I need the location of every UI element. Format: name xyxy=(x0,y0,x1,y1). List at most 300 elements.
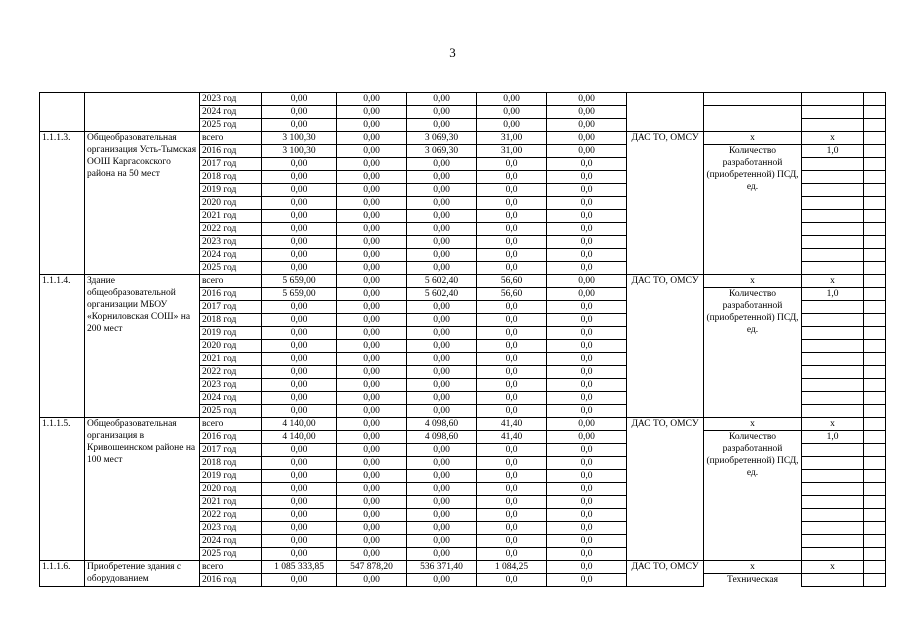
amount-cell: 0,0 xyxy=(477,457,547,470)
amount-cell: 0,00 xyxy=(262,93,337,106)
table-row xyxy=(40,275,886,288)
amount-cell: 0,00 xyxy=(262,340,337,353)
indicator-extra xyxy=(864,223,886,236)
amount-cell: 0,00 xyxy=(262,106,337,119)
executor-cell xyxy=(627,93,704,132)
amount-cell: 0,00 xyxy=(262,249,337,262)
amount-cell: 0,00 xyxy=(337,353,407,366)
amount-cell: 0,0 xyxy=(547,444,627,457)
amount-cell: 0,0 xyxy=(547,353,627,366)
amount-cell: 0,00 xyxy=(407,405,477,418)
amount-cell: 0,00 xyxy=(407,522,477,535)
indicator-extra xyxy=(864,431,886,444)
amount-cell: 5 659,00 xyxy=(262,288,337,301)
amount-cell: 0,00 xyxy=(407,301,477,314)
amount-cell: 0,0 xyxy=(547,223,627,236)
amount-cell: 0,00 xyxy=(407,210,477,223)
amount-cell: 0,00 xyxy=(547,132,627,145)
amount-cell: 56,60 xyxy=(477,275,547,288)
amount-cell: 0,0 xyxy=(477,158,547,171)
amount-cell: 0,0 xyxy=(477,535,547,548)
indicator-value: 1,0 xyxy=(802,288,864,301)
indicator-extra xyxy=(864,249,886,262)
amount-cell: 0,0 xyxy=(477,379,547,392)
amount-cell: 31,00 xyxy=(477,145,547,158)
indicator-extra xyxy=(864,392,886,405)
year-cell: всего xyxy=(200,275,262,288)
year-cell: 2018 год xyxy=(200,457,262,470)
amount-cell: 0,0 xyxy=(547,561,627,574)
amount-cell: 0,0 xyxy=(477,236,547,249)
amount-cell: 0,00 xyxy=(477,93,547,106)
amount-cell: 0,00 xyxy=(547,106,627,119)
amount-cell: 0,00 xyxy=(337,171,407,184)
amount-cell: 0,00 xyxy=(337,197,407,210)
indicator-value xyxy=(802,548,864,561)
year-cell: 2020 год xyxy=(200,340,262,353)
amount-cell: 0,0 xyxy=(547,548,627,561)
amount-cell: 0,00 xyxy=(547,288,627,301)
item-code: 1.1.1.5. xyxy=(40,418,85,561)
indicator-value xyxy=(802,314,864,327)
amount-cell: 0,0 xyxy=(547,366,627,379)
year-cell: 2018 год xyxy=(200,171,262,184)
amount-cell: 0,00 xyxy=(262,262,337,275)
indicator-value xyxy=(802,223,864,236)
indicator-value xyxy=(802,119,864,132)
indicator-value: x xyxy=(802,132,864,145)
amount-cell: 41,40 xyxy=(477,431,547,444)
amount-cell: 0,0 xyxy=(477,340,547,353)
amount-cell: 0,00 xyxy=(337,93,407,106)
indicator-extra xyxy=(864,535,886,548)
amount-cell: 0,0 xyxy=(547,327,627,340)
amount-cell: 5 602,40 xyxy=(407,275,477,288)
indicator-value xyxy=(802,340,864,353)
amount-cell: 0,0 xyxy=(477,301,547,314)
indicator-extra xyxy=(864,132,886,145)
amount-cell: 0,00 xyxy=(262,210,337,223)
amount-cell: 0,00 xyxy=(337,457,407,470)
amount-cell: 0,0 xyxy=(547,392,627,405)
indicator-cell: x xyxy=(704,418,802,431)
table-row xyxy=(40,418,886,431)
amount-cell: 3 069,30 xyxy=(407,132,477,145)
indicator-value xyxy=(802,301,864,314)
amount-cell: 0,00 xyxy=(337,249,407,262)
indicator-value: 1,0 xyxy=(802,431,864,444)
indicator-value xyxy=(802,483,864,496)
amount-cell: 0,00 xyxy=(337,119,407,132)
amount-cell: 0,00 xyxy=(337,535,407,548)
year-cell: всего xyxy=(200,132,262,145)
amount-cell: 0,0 xyxy=(477,548,547,561)
indicator-value xyxy=(802,93,864,106)
indicator-value xyxy=(802,535,864,548)
amount-cell: 0,00 xyxy=(262,379,337,392)
amount-cell: 0,00 xyxy=(407,197,477,210)
amount-cell: 0,00 xyxy=(407,457,477,470)
indicator-name: Количество разработанной (приобретенной) ПСД, ед. xyxy=(704,288,802,418)
indicator-extra xyxy=(864,509,886,522)
amount-cell: 0,00 xyxy=(547,431,627,444)
indicator-extra xyxy=(864,314,886,327)
item-name: Здание общеобразовательной организации МБОУ «Корниловская СОШ» на 200 мест xyxy=(85,275,200,418)
amount-cell: 0,0 xyxy=(477,171,547,184)
indicator-value xyxy=(802,457,864,470)
amount-cell: 0,00 xyxy=(262,405,337,418)
amount-cell: 0,00 xyxy=(262,327,337,340)
indicator-value xyxy=(802,496,864,509)
year-cell: 2025 год xyxy=(200,119,262,132)
year-cell: 2025 год xyxy=(200,262,262,275)
amount-cell: 0,00 xyxy=(262,522,337,535)
indicator-extra xyxy=(864,184,886,197)
amount-cell: 0,0 xyxy=(477,444,547,457)
indicator-extra xyxy=(864,561,886,574)
amount-cell: 0,0 xyxy=(477,496,547,509)
amount-cell: 0,0 xyxy=(477,197,547,210)
amount-cell: 0,00 xyxy=(337,366,407,379)
indicator-extra xyxy=(864,457,886,470)
amount-cell: 0,0 xyxy=(477,223,547,236)
amount-cell: 0,00 xyxy=(337,470,407,483)
amount-cell: 0,00 xyxy=(337,574,407,587)
amount-cell: 0,00 xyxy=(337,431,407,444)
amount-cell: 0,0 xyxy=(547,522,627,535)
indicator-value xyxy=(802,184,864,197)
indicator-cell xyxy=(704,93,802,106)
table-row xyxy=(40,93,886,106)
amount-cell: 0,00 xyxy=(337,509,407,522)
item-code: 1.1.1.4. xyxy=(40,275,85,418)
indicator-value xyxy=(802,327,864,340)
amount-cell: 0,0 xyxy=(547,470,627,483)
amount-cell: 4 098,60 xyxy=(407,431,477,444)
amount-cell: 0,0 xyxy=(547,509,627,522)
amount-cell: 0,00 xyxy=(547,418,627,431)
amount-cell: 0,00 xyxy=(262,184,337,197)
amount-cell: 0,00 xyxy=(407,93,477,106)
year-cell: всего xyxy=(200,561,262,574)
amount-cell: 0,00 xyxy=(407,340,477,353)
indicator-value xyxy=(802,444,864,457)
amount-cell: 0,00 xyxy=(262,535,337,548)
indicator-extra xyxy=(864,418,886,431)
amount-cell: 0,0 xyxy=(547,405,627,418)
amount-cell: 0,00 xyxy=(337,275,407,288)
amount-cell: 0,00 xyxy=(407,171,477,184)
executor-cell: ДАС ТО, ОМСУ xyxy=(627,561,704,587)
amount-cell: 0,00 xyxy=(262,353,337,366)
amount-cell: 0,00 xyxy=(407,392,477,405)
indicator-extra xyxy=(864,119,886,132)
amount-cell: 0,00 xyxy=(407,574,477,587)
item-name: Общеобразовательная организация в Кривошеинском районе на 100 мест xyxy=(85,418,200,561)
amount-cell: 0,00 xyxy=(262,470,337,483)
item-name: Общеобразовательная организация Усть-Тымская ООШ Каргасокского района на 50 мест xyxy=(85,132,200,275)
indicator-value: 1,0 xyxy=(802,145,864,158)
amount-cell: 0,00 xyxy=(337,444,407,457)
amount-cell: 0,0 xyxy=(477,470,547,483)
amount-cell: 0,00 xyxy=(337,496,407,509)
year-cell: 2021 год xyxy=(200,496,262,509)
amount-cell: 0,00 xyxy=(262,483,337,496)
indicator-extra xyxy=(864,405,886,418)
amount-cell: 0,0 xyxy=(547,379,627,392)
amount-cell: 0,0 xyxy=(547,340,627,353)
indicator-cell: x xyxy=(704,561,802,574)
indicator-name: Количество разработанной (приобретенной) ПСД, ед. xyxy=(704,431,802,561)
indicator-value xyxy=(802,405,864,418)
item-code: 1.1.1.6. xyxy=(40,561,85,587)
amount-cell: 0,00 xyxy=(407,236,477,249)
year-cell: 2025 год xyxy=(200,405,262,418)
indicator-extra xyxy=(864,444,886,457)
amount-cell: 0,0 xyxy=(477,262,547,275)
amount-cell: 0,00 xyxy=(407,470,477,483)
amount-cell: 0,0 xyxy=(547,158,627,171)
amount-cell: 0,00 xyxy=(337,483,407,496)
amount-cell: 0,00 xyxy=(262,509,337,522)
year-cell: 2021 год xyxy=(200,210,262,223)
amount-cell: 0,00 xyxy=(407,158,477,171)
year-cell: 2019 год xyxy=(200,184,262,197)
year-cell: 2020 год xyxy=(200,197,262,210)
amount-cell: 0,00 xyxy=(262,574,337,587)
indicator-value: x xyxy=(802,561,864,574)
indicator-value: x xyxy=(802,275,864,288)
item-name xyxy=(85,93,200,132)
amount-cell: 0,0 xyxy=(547,301,627,314)
amount-cell: 0,00 xyxy=(337,392,407,405)
year-cell: 2024 год xyxy=(200,249,262,262)
amount-cell: 0,00 xyxy=(337,145,407,158)
amount-cell: 0,0 xyxy=(547,210,627,223)
amount-cell: 0,0 xyxy=(547,483,627,496)
amount-cell: 0,00 xyxy=(407,249,477,262)
item-code: 1.1.1.3. xyxy=(40,132,85,275)
page-number: 3 xyxy=(449,45,456,60)
indicator-value xyxy=(802,392,864,405)
amount-cell: 4 098,60 xyxy=(407,418,477,431)
item-name: Приобретение здания с оборудованием xyxy=(85,561,200,587)
amount-cell: 0,0 xyxy=(477,366,547,379)
amount-cell: 0,0 xyxy=(477,327,547,340)
indicator-extra xyxy=(864,106,886,119)
amount-cell: 0,00 xyxy=(337,184,407,197)
amount-cell: 0,00 xyxy=(407,379,477,392)
budget-table xyxy=(39,92,886,587)
amount-cell: 5 659,00 xyxy=(262,275,337,288)
indicator-value xyxy=(802,158,864,171)
amount-cell: 0,0 xyxy=(477,405,547,418)
indicator-value xyxy=(802,574,864,587)
year-cell: 2024 год xyxy=(200,106,262,119)
year-cell: 2024 год xyxy=(200,535,262,548)
indicator-name: Количество разработанной (приобретенной) ПСД, ед. xyxy=(704,145,802,275)
executor-cell: ДАС ТО, ОМСУ xyxy=(627,275,704,418)
indicator-extra xyxy=(864,340,886,353)
amount-cell: 0,00 xyxy=(337,132,407,145)
amount-cell: 0,00 xyxy=(407,184,477,197)
amount-cell: 0,00 xyxy=(477,119,547,132)
amount-cell: 0,00 xyxy=(337,236,407,249)
year-cell: 2021 год xyxy=(200,353,262,366)
indicator-value xyxy=(802,379,864,392)
amount-cell: 0,00 xyxy=(262,366,337,379)
amount-cell: 0,0 xyxy=(547,236,627,249)
item-code xyxy=(40,93,85,132)
amount-cell: 0,00 xyxy=(262,197,337,210)
indicator-extra xyxy=(864,197,886,210)
amount-cell: 0,00 xyxy=(337,106,407,119)
indicator-extra xyxy=(864,158,886,171)
amount-cell: 0,00 xyxy=(407,444,477,457)
indicator-value xyxy=(802,366,864,379)
amount-cell: 0,0 xyxy=(547,184,627,197)
indicator-extra xyxy=(864,236,886,249)
indicator-extra xyxy=(864,522,886,535)
year-cell: 2023 год xyxy=(200,379,262,392)
indicator-extra xyxy=(864,145,886,158)
year-cell: 2016 год xyxy=(200,145,262,158)
amount-cell: 0,00 xyxy=(407,223,477,236)
amount-cell: 0,00 xyxy=(337,262,407,275)
indicator-value xyxy=(802,522,864,535)
amount-cell: 0,00 xyxy=(337,314,407,327)
year-cell: 2017 год xyxy=(200,301,262,314)
amount-cell: 0,0 xyxy=(547,457,627,470)
amount-cell: 1 085 333,85 xyxy=(262,561,337,574)
amount-cell: 0,0 xyxy=(477,314,547,327)
amount-cell: 0,00 xyxy=(547,119,627,132)
amount-cell: 0,00 xyxy=(262,171,337,184)
table-row xyxy=(40,561,886,574)
indicator-extra xyxy=(864,366,886,379)
indicator-extra xyxy=(864,483,886,496)
indicator-value xyxy=(802,197,864,210)
amount-cell: 31,00 xyxy=(477,132,547,145)
amount-cell: 0,00 xyxy=(262,236,337,249)
amount-cell: 0,00 xyxy=(407,366,477,379)
amount-cell: 0,00 xyxy=(407,483,477,496)
year-cell: 2022 год xyxy=(200,366,262,379)
indicator-value xyxy=(802,353,864,366)
year-cell: 2022 год xyxy=(200,509,262,522)
indicator-cell: x xyxy=(704,275,802,288)
amount-cell: 0,00 xyxy=(337,158,407,171)
amount-cell: 0,0 xyxy=(547,262,627,275)
amount-cell: 0,0 xyxy=(477,483,547,496)
amount-cell: 0,0 xyxy=(547,496,627,509)
executor-cell: ДАС ТО, ОМСУ xyxy=(627,132,704,275)
amount-cell: 0,00 xyxy=(262,444,337,457)
indicator-extra xyxy=(864,470,886,483)
indicator-value xyxy=(802,236,864,249)
indicator-cell: x xyxy=(704,132,802,145)
year-cell: 2024 год xyxy=(200,392,262,405)
amount-cell: 0,00 xyxy=(407,119,477,132)
indicator-extra xyxy=(864,275,886,288)
indicator-extra xyxy=(864,548,886,561)
year-cell: 2022 год xyxy=(200,223,262,236)
year-cell: всего xyxy=(200,418,262,431)
amount-cell: 0,00 xyxy=(262,548,337,561)
indicator-extra xyxy=(864,288,886,301)
year-cell: 2019 год xyxy=(200,470,262,483)
amount-cell: 0,00 xyxy=(337,418,407,431)
amount-cell: 56,60 xyxy=(477,288,547,301)
year-cell: 2020 год xyxy=(200,483,262,496)
amount-cell: 0,00 xyxy=(407,353,477,366)
amount-cell: 0,00 xyxy=(407,548,477,561)
indicator-value xyxy=(802,249,864,262)
amount-cell: 0,00 xyxy=(407,535,477,548)
amount-cell: 0,0 xyxy=(477,574,547,587)
amount-cell: 0,00 xyxy=(547,275,627,288)
indicator-extra xyxy=(864,262,886,275)
indicator-extra xyxy=(864,93,886,106)
amount-cell: 0,00 xyxy=(407,509,477,522)
amount-cell: 0,0 xyxy=(477,392,547,405)
amount-cell: 0,0 xyxy=(547,314,627,327)
amount-cell: 0,0 xyxy=(477,353,547,366)
year-cell: 2023 год xyxy=(200,236,262,249)
year-cell: 2023 год xyxy=(200,93,262,106)
amount-cell: 0,00 xyxy=(337,548,407,561)
indicator-value xyxy=(802,509,864,522)
indicator-name xyxy=(704,106,802,132)
amount-cell: 0,00 xyxy=(337,210,407,223)
year-cell: 2016 год xyxy=(200,431,262,444)
table-row xyxy=(40,132,886,145)
amount-cell: 0,00 xyxy=(337,405,407,418)
indicator-extra xyxy=(864,171,886,184)
indicator-extra xyxy=(864,574,886,587)
amount-cell: 0,00 xyxy=(337,522,407,535)
amount-cell: 0,00 xyxy=(337,301,407,314)
executor-cell: ДАС ТО, ОМСУ xyxy=(627,418,704,561)
amount-cell: 0,00 xyxy=(262,301,337,314)
year-cell: 2017 год xyxy=(200,158,262,171)
amount-cell: 0,0 xyxy=(477,509,547,522)
amount-cell: 0,0 xyxy=(547,197,627,210)
indicator-extra xyxy=(864,327,886,340)
amount-cell: 536 371,40 xyxy=(407,561,477,574)
amount-cell: 0,0 xyxy=(477,522,547,535)
amount-cell: 41,40 xyxy=(477,418,547,431)
amount-cell: 0,00 xyxy=(262,223,337,236)
amount-cell: 3 100,30 xyxy=(262,132,337,145)
amount-cell: 0,0 xyxy=(547,574,627,587)
amount-cell: 0,00 xyxy=(337,379,407,392)
indicator-extra xyxy=(864,301,886,314)
year-cell: 2016 год xyxy=(200,288,262,301)
amount-cell: 0,00 xyxy=(547,93,627,106)
amount-cell: 5 602,40 xyxy=(407,288,477,301)
amount-cell: 3 069,30 xyxy=(407,145,477,158)
indicator-extra xyxy=(864,496,886,509)
indicator-name: Техническая xyxy=(704,574,802,587)
indicator-value xyxy=(802,171,864,184)
amount-cell: 0,0 xyxy=(547,535,627,548)
indicator-value xyxy=(802,210,864,223)
amount-cell: 0,00 xyxy=(262,392,337,405)
indicator-value xyxy=(802,470,864,483)
year-cell: 2019 год xyxy=(200,327,262,340)
amount-cell: 0,00 xyxy=(262,314,337,327)
